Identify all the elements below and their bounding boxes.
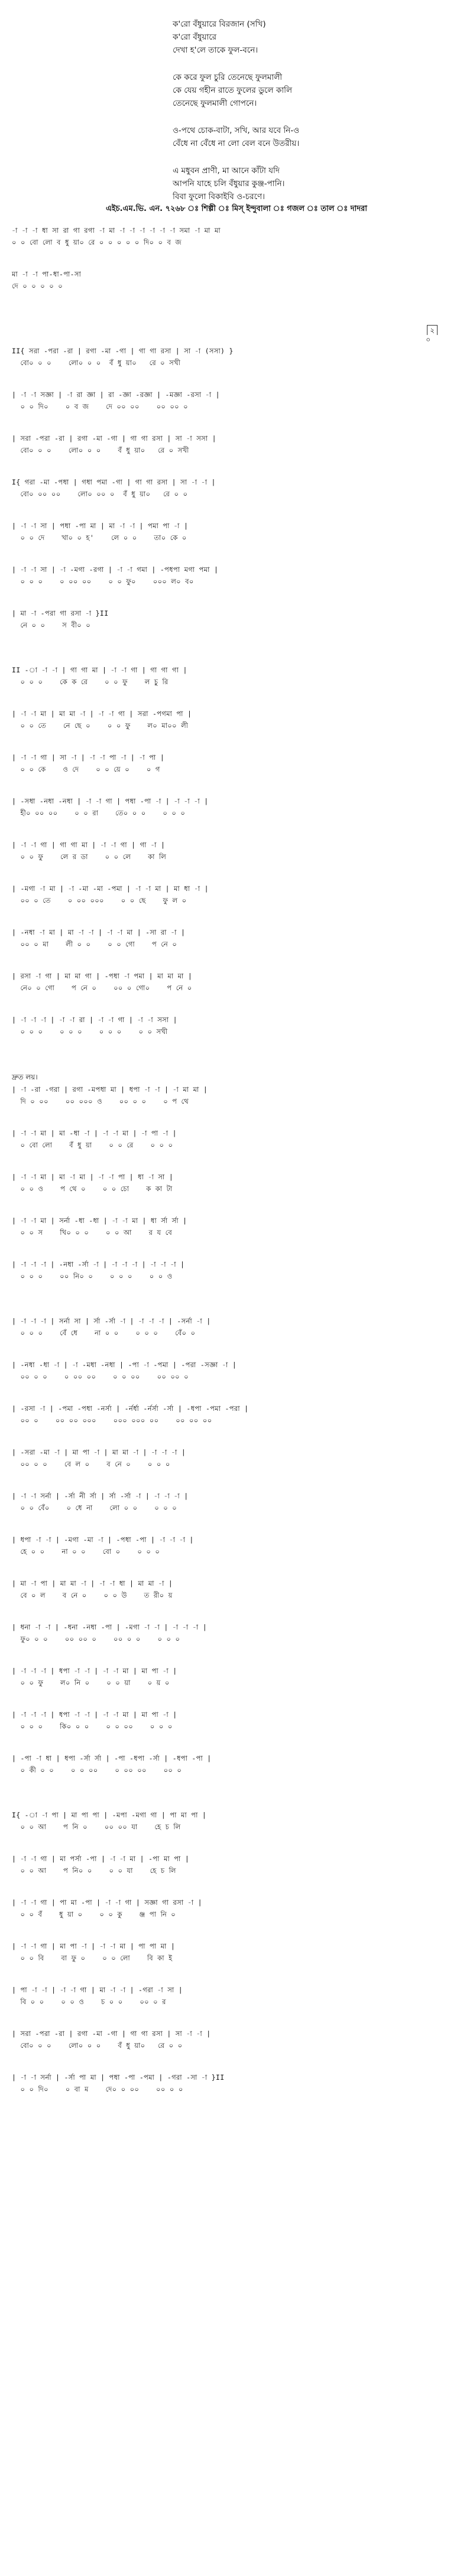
lyric-row: ০ ০ ০ ০ ০ ০ ০ ০ ০ ০ ০ সখী — [12, 1027, 168, 1036]
spacer — [12, 775, 461, 795]
spacer — [12, 1833, 461, 1853]
spacer — [12, 950, 461, 970]
spacer — [12, 292, 461, 325]
swara-row: | -া -রা -গরা | রগা -মপধা মা | ধপা -া -া | -া মা মা | — [12, 1085, 208, 1094]
poem-line: ও-পথে চোক-বাটা, সখি, আর যবে নি-ও — [173, 126, 300, 135]
swara-row: | রসা -া গা | মা মা গা | -পধা -া পমা | মা মা মা | — [12, 972, 193, 980]
spacer — [12, 906, 461, 926]
lyric-row: দি ০ ০০ ০০ ০০০ ও ০০ ০ ০ ০ প থে — [12, 1097, 189, 1105]
swara-row: | -া -া গা | গা গা মা | -া -া গা | গা -া | — [12, 841, 166, 849]
lyric-row: বো০ ০ ০ লো০ ০ ০ বঁ ধু য়া০ রে ০ ০ — [12, 2041, 183, 2050]
swara-row: | সরা -পরা -রা | রগা -মা -গা | গা গা রসা | সা -া -া | — [12, 2029, 211, 2038]
notation-block — [12, 1071, 461, 1282]
swara-row: | -া -া সা | পধা -পা মা | মা -া -া | পমা পা -া | — [12, 522, 189, 530]
swara-row: মা -া -া পা-ধা-পা-সা — [12, 270, 82, 278]
notation-block — [12, 1315, 461, 1776]
poem-line: আপনি যাহে চলি বঁধুয়ার কুঞ্জ-পানি। — [173, 179, 285, 188]
spacer — [12, 1238, 461, 1258]
lyric-row: বো০ ০ ০ লো০ ০ ০ বঁ ধু য়া০ রে ০ সখী — [12, 359, 181, 367]
spacer — [12, 863, 461, 883]
swara-row: | -া -া সা | -া -মগা -রগা | -া -া গমা | -পধপা মগা পমা | — [12, 565, 219, 574]
notation-block — [12, 345, 461, 631]
swara-row: | -া -া গা | পা মা -পা | -া -া গা | সজ্ঞা গা রসা -া | — [12, 1898, 202, 1907]
poem-line: দেখা হ'লে তাকে ফুল-বনে। — [173, 45, 258, 55]
notation-block — [12, 664, 461, 1037]
spacer — [12, 1107, 461, 1127]
swara-row: | ধপা -া -া | -মগা -মা -া | -পধা -পা | -া -া -া | — [12, 1536, 194, 1544]
swara-row: | -া -া সর্না | -র্সা নী র্সা | র্সা -র্সা -া | -া -া -া | — [12, 1492, 189, 1500]
spacer — [12, 2008, 461, 2028]
swara-row: | -া -া মা | মা -া মা | -া -া পা | ধা -া সা | — [12, 1173, 174, 1181]
lyric-row: বো০ ০০ ০০ লো০ ০০ ০ বঁ ধু য়া০ রে ০ ০ — [12, 490, 188, 498]
swara-row: | -া -া গা | মা পর্সা -পা | -া -া মা | -পা মা পা | — [12, 1855, 190, 1863]
spacer — [12, 1557, 461, 1578]
swara-row: | -নধা -ধা -া | -া -মধা -নধা | -পা -া -পমা | -পরা -সজ্ঞা -া | — [12, 1361, 237, 1369]
swara-row: II -া -া -া | গা গা মা | -া -া গা | গা গা গা | — [12, 666, 187, 674]
swara-row: | -সধা -নধা -নধা | -া -া গা | পধা -পা -া | -া -া -া | — [12, 797, 209, 805]
bracket-dot: ০ — [426, 336, 430, 344]
spacer — [12, 994, 461, 1014]
swara-row: | -া -া মা | মা মা -া | -া -া গা | সরা -পগমা পা | — [12, 710, 192, 718]
swara-row: I{ -া -া পা | মা পা পা | -মপা -মগা গা | পা মা পা | — [12, 1811, 207, 1819]
swara-row: | পা -া -া | -া -া গা | মা -া -া | -গরা -া সা | — [12, 1986, 183, 1994]
lyric-row: ০ ০ দি০ ০ বা ম দে০ ০ ০০ ০০ ০ ০ — [12, 2085, 183, 2093]
spacer — [12, 1920, 461, 1940]
swara-row: II{ সরা -পরা -রা | রগা -মা -গা | গা গা রসা | সা -া (সসা) } — [12, 347, 234, 355]
poem-line: কে যেয় গহীন রাতে ফুলের ডুলে কালি — [173, 86, 293, 95]
lyric-row: ০ ০ বি বা ফু ০ ০ ০ লো বি কা ই — [12, 1954, 173, 1962]
lyric-row: ০ ০ তে নে ছে ০ ০ ০ ফু ল০ মা০০ লী — [12, 721, 189, 730]
spacer — [12, 369, 461, 389]
poem-line: তেনেছে ফুলমালী গোপনে। — [173, 99, 257, 108]
swara-row: | সরা -পরা -রা | রগা -মা -গা | গা গা রসা | সা -া সসা | — [12, 434, 216, 443]
swara-row: | -া -া সর্না | -র্সা পা মা | পধা -পা -পমা | -গরা -সা -া }II — [12, 2073, 225, 2081]
swara-row: | -নধা -া মা | মা -া -া | -া -া মা | -সা রা -া | — [12, 928, 186, 936]
spacer — [12, 1514, 461, 1534]
poem-line: কে করে ফুল চুরি তেনেছে ফুলমালী — [173, 73, 283, 82]
lyric-row: ০ কী ০ ০ ০ ০ ০০ ০ ০০ ০০ ০০ ০ — [12, 1766, 182, 1774]
swara-row: | -া -া গা | মা পা -া | -া -া মা | পা পা মা | — [12, 1942, 176, 1950]
notation-block — [12, 1809, 461, 2095]
lyric-row: নে০ ০ গো প নে ০ ০০ ০ গো০ প নে ০ — [12, 984, 192, 992]
swaralipi-notation — [12, 225, 461, 2095]
swara-row: | -া -া মা | মা -ধা -া | -া -া মা | -া পা -া | — [12, 1129, 177, 1137]
lyric-row: বো০ ০ ০ লো০ ০ ০ বঁ ধু য়া০ রে ০ সখী — [12, 446, 189, 454]
spacer — [12, 456, 461, 476]
spacer — [12, 731, 461, 752]
spacer — [12, 1339, 461, 1359]
spacer — [12, 1964, 461, 1984]
lyric-row: দে ০ ০ ০ ০ ০ — [12, 282, 63, 290]
lyric-row: ০ ০ ফু লে র ডা ০ ০ লে কা লি — [12, 853, 167, 861]
swara-row: I{ গরা -মা -পধা | গধা পমা -গা | গা গা রসা | সা -া -া | — [12, 478, 216, 486]
spacer — [12, 248, 461, 268]
poem-line: ক'রো বঁধুয়ারে বিরজান (সখি) — [173, 19, 266, 29]
spacer — [12, 412, 461, 432]
spacer — [12, 1195, 461, 1215]
swara-row: | -সরা -মা -া | মা পা -া | মা মা -া | -া -া -া | — [12, 1448, 186, 1456]
lyric-row: ০ বো লো বঁ ধু য়া ০ ০ রে ০ ০ ০ — [12, 1141, 173, 1149]
spacer — [12, 500, 461, 520]
spacer — [12, 1776, 461, 1809]
lyric-row: ০ ০ আ প নি ০ ০০ ০০ যা হে চ লি — [12, 1823, 181, 1831]
poem-line: বিবা ফুলো বিকাইবি ও-চরণে। — [173, 192, 265, 201]
lyric-row: ০ ০ ০ কে ক রে ০ ০ ফু ল চু রি — [12, 678, 169, 686]
poem-line: ক'রো বঁধুয়ারে — [173, 32, 217, 42]
spacer — [12, 1876, 461, 1897]
spacer — [12, 544, 461, 564]
swara-row: | -পা -া ধা | ধপা -র্সা র্সা | -পা -ধপা -র্সা | -ধপা -পা | — [12, 1754, 212, 1762]
spacer — [12, 1689, 461, 1709]
spacer — [12, 1426, 461, 1446]
spacer — [12, 1037, 461, 1071]
lyric-row: ০ ০ স খি০ ০ ০ ০ ০ আ র য বে — [12, 1228, 173, 1237]
lyric-row: ০ ০ দি০ ০ ব জ দে ০০ ০০ ০০ ০০ ০ — [12, 402, 188, 411]
spacer — [12, 631, 461, 664]
swara-row: | -া -া -া | ধপা -া -া | -া -া মা | মা পা -া | — [12, 1667, 177, 1675]
lyric-row: ০ ০ ০ ০০ নি০ ০ ০ ০ ০ ০ ০ ও — [12, 1272, 173, 1280]
lyric-row: হে ০ ০ না ০ ০ বো ০ ০ ০ ০ — [12, 1547, 160, 1556]
swara-row: | মা -া -পরা গা রসা -া }II — [12, 609, 109, 617]
lyric-row: ০ ০ ০ বেঁ ধে না ০ ০ ০ ০ ০ বেঁ০ ০ — [12, 1329, 196, 1337]
spacer — [12, 1383, 461, 1403]
spacer — [12, 587, 461, 607]
swara-row: | -া -া মা | সর্না -ধা -ধা | -া -া মা | ধা র্সা র্সা | — [12, 1217, 187, 1225]
spacer — [12, 1601, 461, 1621]
swara-row: | ধনা -া -া | -ধনা -নধা -পা | -মগা -া -া | -া -া -া | — [12, 1623, 207, 1631]
lyric-row: ০ ০ বেঁ০ ০ ধে না লো ০ ০ ০ ০ ০ — [12, 1504, 177, 1512]
swara-row: | -া -া সজ্ঞা | -া রা জ্ঞা | রা -জ্ঞা -রজ্ঞা | -মজ্ঞা -রসা -া | — [12, 391, 220, 399]
poem-line: বেঁধে না বেঁধে না লো বেল বনে উতরীয়। — [173, 139, 300, 148]
lyric-row: ০ ০ বো লো ব ধু য়া০ রে ০ ০ ০ ০ ০ দি০ ০ ব জ — [12, 238, 182, 246]
lyric-row: ০ ০ ০ কি০ ০ ০ ০ ০ ০০ ০ ০ ০ — [12, 1722, 173, 1731]
spacer — [12, 1645, 461, 1665]
swara-row: -া -া -া ধা সা রা গা রগা -া মা -া -া -া -া -া -া সমা -া মা মা — [12, 226, 221, 235]
lyric-row: ০০ ০ তে ০ ০০ ০০০ ০ ০ ছে ফু ল ০ — [12, 896, 187, 905]
spacer — [12, 1470, 461, 1490]
swara-row: | মা -া পা | মা মা -া | -া -া ধা | মা মা -া | — [12, 1579, 173, 1588]
record-heading: এইচ.এম.ভি. এন. ৭২৬৮ ঃ শিল্পী ঃ মিস্ ইন্দুবালা ঃ গজল ঃ তাল ঃ দাদরা — [105, 204, 368, 213]
spacer — [12, 819, 461, 839]
spacer — [12, 688, 461, 708]
bracket-number: ২ — [427, 325, 438, 335]
lyric-row: বি ০ ০ ০ ০ ও চ ০ ০ ০০ ০ র — [12, 1998, 166, 2006]
swara-row: | -া -া -া | ধপা -া -া | -া -া মা | মা পা -া | — [12, 1710, 177, 1719]
swara-row: | -া -া -া | -া -া রা | -া -া গা | -া -া সসা | — [12, 1016, 177, 1024]
lyric-row: ০ ০ আ প নি০ ০ ০ ০ যা হে চ লি — [12, 1866, 176, 1875]
lyric-row: ০ ০ দে খা০ ০ হ' লে ০ ০ তা০ কে ০ — [12, 534, 187, 542]
swara-row: | -া -া গা | সা -া | -া -া পা -া | -া পা | — [12, 753, 165, 762]
spacer — [12, 1732, 461, 1752]
lyric-row: ফু০ ০ ০ ০০ ০০ ০ ০০ ০ ০ ০ ০ ০ — [12, 1635, 180, 1643]
lyric-row: ০ ০ কে ও দে ০ ০ য়ে ০ ০ গ — [12, 765, 160, 773]
lyric-row: নে ০ ০ স বী০ ০ — [12, 621, 91, 629]
swara-row: | -া -া -া | সর্না সা | র্সা -র্সা -া | -া -া -া | -সর্না -া | — [12, 1317, 211, 1325]
poem-lyrics — [173, 18, 421, 217]
spacer — [12, 1282, 461, 1315]
lyric-row: ০০ ০ ০ ০ ০০ ০০ ০ ০ ০০ ০০ ০০ ০ — [12, 1372, 189, 1381]
lyric-row: বে ০ ল ব নে ০ ০ ০ উ ত রী০ য় — [12, 1591, 173, 1599]
swara-row: | -রসা -া | -পমা -পধা -নর্সা | -র্নর্ধা -র্নর্সা -র্সা | -ধপা -পমা -পরা | — [12, 1404, 249, 1413]
tempo-label: দ্রুত লয়। — [12, 1073, 38, 1081]
swara-row: | -মগা -া মা | -া -মা -মা -পমা | -া -া মা | মা ধা -া | — [12, 884, 209, 893]
lyric-row: ০ ০ ফু ল০ নি ০ ০ ০ য়া ০ য় ০ — [12, 1679, 170, 1687]
notation-intro — [12, 225, 461, 292]
spacer — [12, 2051, 461, 2071]
lyric-row: ০০ ০ মা লী ০ ০ ০ ০ গো প নে ০ — [12, 940, 177, 948]
poem-stanza — [173, 18, 421, 57]
lyric-row: ০ ০ ও প থে ০ ০ ০ চো ক কা টা — [12, 1185, 173, 1193]
section-bracket-mark — [12, 325, 461, 345]
poem-line: এ মধুবন প্রাণী, মা আনে কাঁটা যদি — [173, 166, 280, 175]
lyric-row: ০ ০ বঁ ধু য়া ০ ০ ০ কু ঞ্জ পা নি ০ — [12, 1910, 176, 1918]
poem-stanza — [173, 124, 421, 150]
lyric-row: ০০ ০ ০ বে ল ০ ব নে ০ ০ ০ ০ — [12, 1460, 170, 1468]
poem-stanza — [173, 164, 421, 203]
poem-stanza — [173, 71, 421, 110]
swara-row: | -া -া -া | -নধা -র্সা -া | -া -া -া | -া -া -া | — [12, 1260, 185, 1269]
lyric-row: হী০ ০০ ০০ ০ ০ রা তে০ ০ ০ ০ ০ ০ — [12, 809, 186, 817]
lyric-row: ০০ ০ ০০ ০০ ০০০ ০০০ ০০০ ০০ ০০ ০০ ০০ — [12, 1416, 212, 1424]
spacer — [12, 1151, 461, 1171]
lyric-row: ০ ০ ০ ০ ০০ ০০ ০ ০ ফু০ ০০০ ল০ ব০ — [12, 577, 194, 586]
